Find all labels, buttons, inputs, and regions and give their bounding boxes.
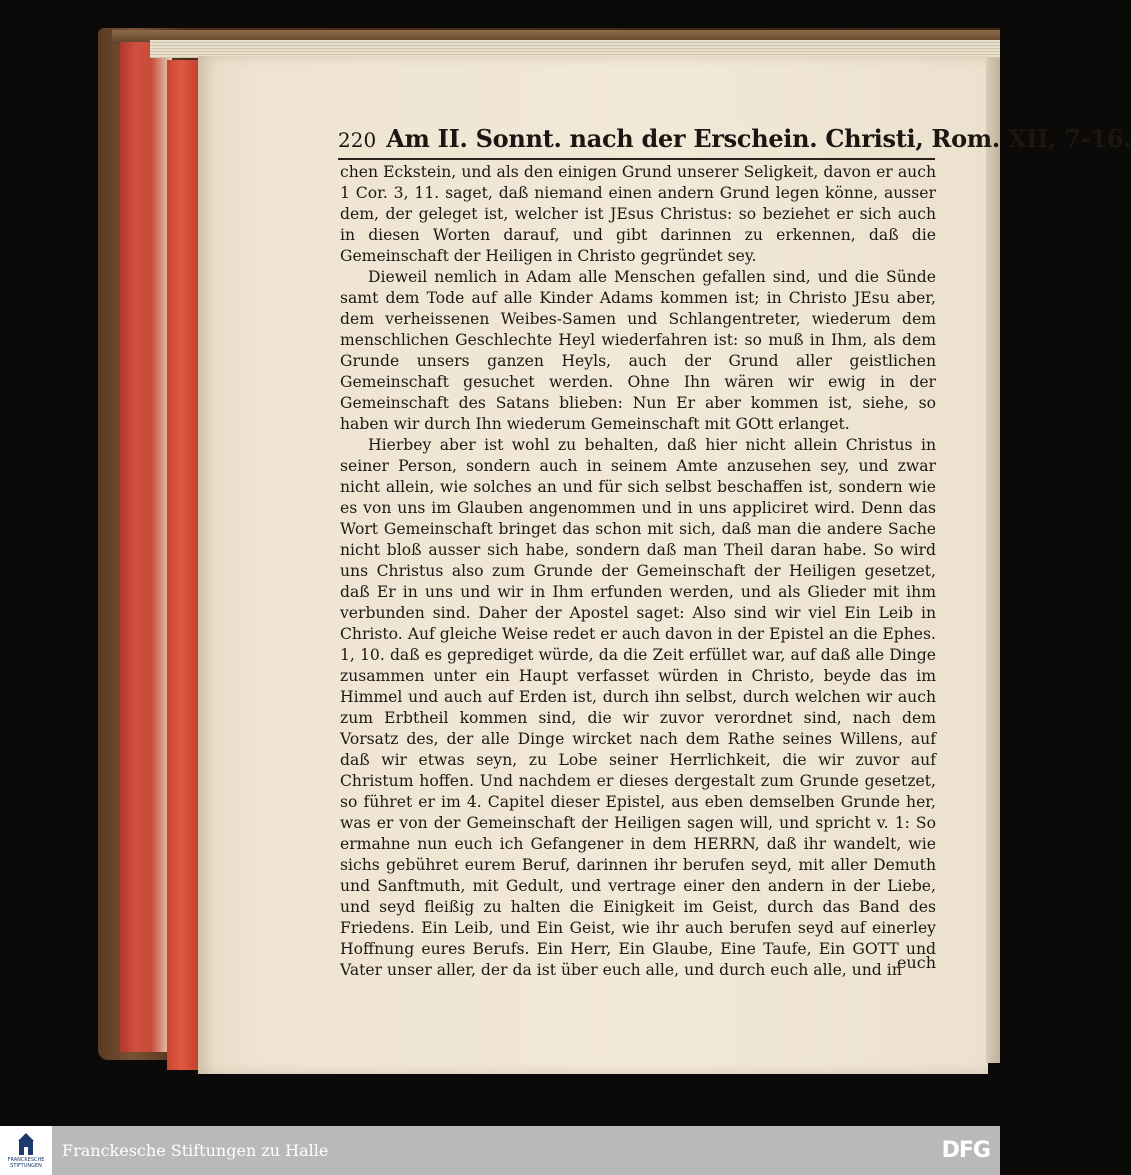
dfg-logo[interactable]: DFG (941, 1138, 990, 1163)
page-number: 220 (338, 128, 377, 152)
page-block-left (120, 42, 172, 1052)
catchword: euch (896, 953, 936, 972)
building-icon (16, 1133, 36, 1157)
page-header (338, 124, 1131, 158)
viewer-footer (0, 1126, 1000, 1175)
logo-text-2: STIFTUNGEN (10, 1162, 42, 1169)
logo-text-1: FRANCKESCHE (7, 1156, 45, 1163)
running-head: Am II. Sonnt. nach der Erschein. Christi, Rom. XII, 7-16. (386, 124, 1131, 153)
paragraph-2: Dieweil nemlich in Adam alle Menschen gefallen sind, und die Sünde samt dem Tode auf alle Kinder Adams kommen ist; in Christo JEsu aber, dem verheissenen Weibes-Samen und Schlangentreter, wiederum dem menschlichen Geschlechte Heyl wiederfahren ist: so muß in Ihm, als dem Grunde unsers ganzen Heyls, auch der Grund aller geistlichen Gemeinschaft gesuchet werden. Ohne Ihn wären wir ewig in der Gemeinschaft des Satans blieben: Nun Er aber kommen ist, siehe, so haben wir durch Ihn wiederum Gemeinschaft mit GOtt erlanget. (340, 268, 936, 433)
franckesche-logo[interactable] (0, 1126, 52, 1175)
header-rule (338, 158, 935, 160)
paragraph-3: Hierbey aber ist wohl zu behalten, daß hier nicht allein Christus in seiner Person, sondern auch in seinem Amte anzusehen sey, und zwar nicht allein, wie solches an und für sich selbst beschaffen ist, sondern wie es von uns im Glauben angenommen und in uns appliciret wird. Denn das Wort Gemeinschaft bringet das schon mit sich, daß man die andere Sache nicht bloß ausser sich habe, sondern daß man Theil daran habe. So wird uns Christus also zum Grunde der Gemeinschaft der Heiligen gesetzet, daß Er in uns und wir in Ihm erfunden werden, und als Glieder mit ihm verbunden sind. Daher der Apostel saget: Also sind wir viel Ein Leib in Christo. Auf gleiche Weise redet er auch davon in der Epistel an die Ephes. 1, 10. daß es geprediget würde, da die Zeit erfüllet war, auf daß alle Dinge zusammen unter ein Haupt verfasset würden in Christo, beyde das im Himmel und auch auf Erden ist, durch ihn selbst, durch welchen wir auch zum Erbtheil kommen sind, die wir zuvor verordnet sind, nach dem Vorsatz des, der alle Dinge wircket nach dem Rathe seines Willens, auf daß wir etwas seyn, zu Lobe seiner Herrlichkeit, die wir zuvor auf Christum hoffen. Und nachdem er dieses dergestalt zum Grunde gesetzet, so führet er im 4. Capitel dieser Epistel, aus eben demselben Grunde her, was er von der Gemeinschaft der Heiligen sagen will, und spricht v. 1: So ermahne nun euch ich Gefangener in dem HERRN, daß ihr wandelt, wie sichs gebühret eurem Beruf, darinnen ihr berufen seyd, mit aller Demuth und Sanftmuth, mit Gedult, und vertrage einer den andern in der Liebe, und seyd fleißig zu halten die Einigkeit im Geist, durch das Band des Friedens. Ein Leib, und Ein Geist, wie ihr auch berufen seyd auf einerley Hoffnung eures Berufs. Ein Herr, Ein Glaube, Eine Taufe, Ein GOTT und Vater unser aller, der da ist über euch alle, und durch euch alle, und in (340, 436, 936, 979)
body-text (340, 162, 936, 981)
institution-name[interactable]: Franckesche Stiftungen zu Halle (62, 1141, 329, 1160)
page-right-edge (986, 58, 1000, 1063)
paragraph-1: chen Eckstein, und als den einigen Grund unserer Seligkeit, davon er auch 1 Cor. 3, 11. saget, daß niemand einen andern Grund legen könne, ausser dem, der geleget ist, welcher ist JEsus Christus: so beziehet er sich auch in diesen Worten darauf, und gibt darinnen zu erkennen, daß die Gemeinschaft der Heiligen in Christo gegründet sey. (340, 163, 936, 265)
